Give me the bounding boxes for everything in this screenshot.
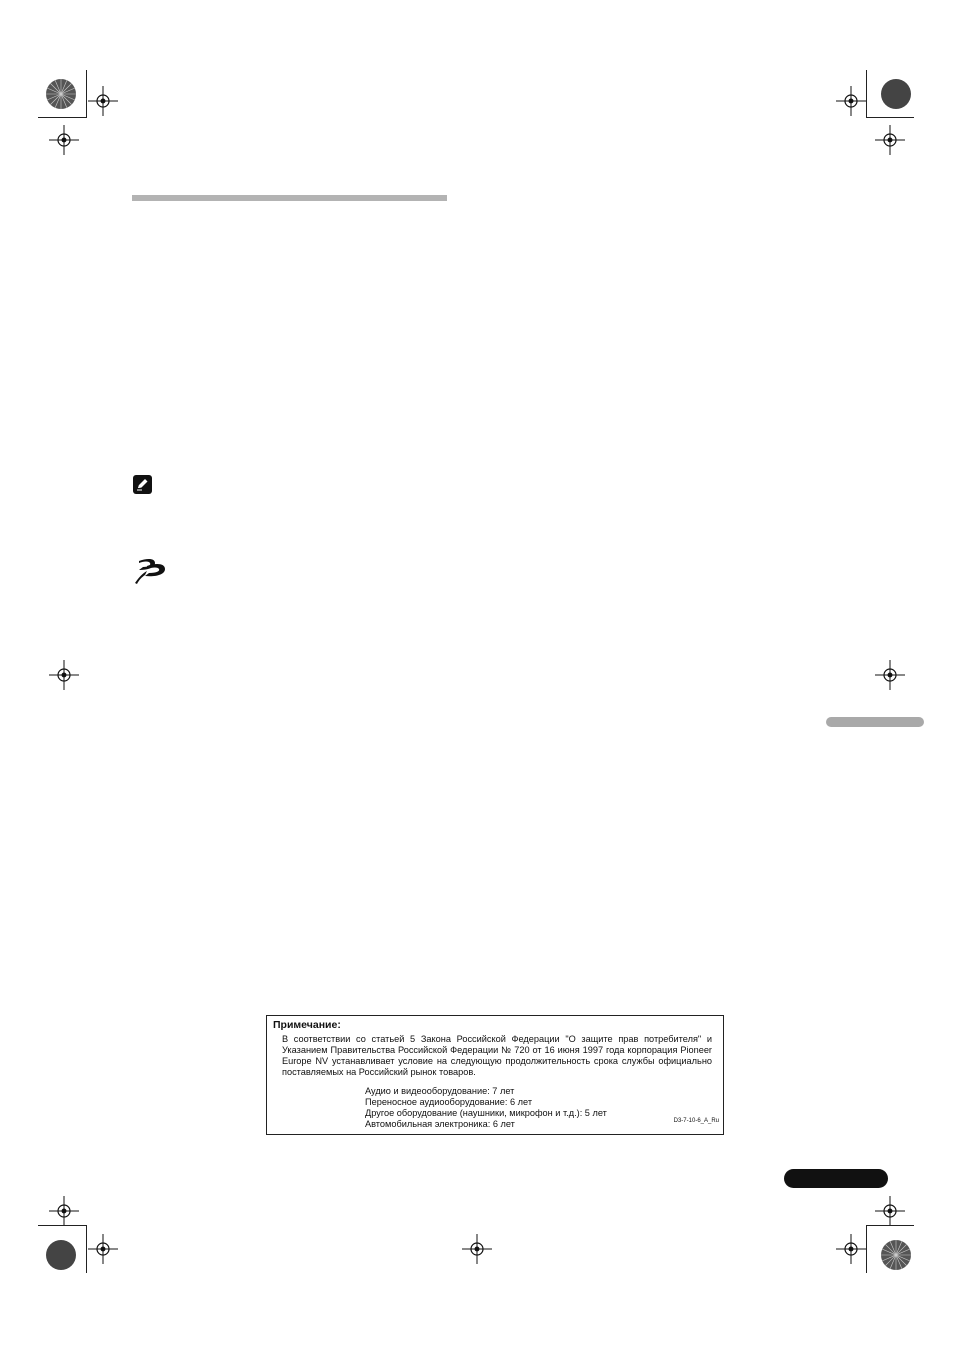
notice-code: D3-7-10-6_A_Ru — [673, 1118, 719, 1124]
crosshair-registration-icon — [88, 1234, 118, 1264]
notice-item: Аудио и видеооборудование: 7 лет — [365, 1086, 515, 1096]
crosshair-registration-icon — [875, 660, 905, 690]
crosshair-registration-icon — [49, 660, 79, 690]
notice-title: Примечание: — [273, 1019, 341, 1031]
crosshair-registration-icon — [49, 1196, 79, 1226]
crosshair-registration-icon — [836, 1234, 866, 1264]
crop-line — [866, 117, 914, 118]
crosshair-registration-icon — [462, 1234, 492, 1264]
crosshair-registration-icon — [49, 125, 79, 155]
notice-item: Автомобильная электроника: 6 лет — [365, 1119, 515, 1129]
crop-line — [38, 1225, 86, 1226]
crop-line — [86, 1225, 87, 1273]
crop-line — [38, 117, 86, 118]
crosshair-registration-icon — [875, 1196, 905, 1226]
crop-line — [86, 70, 87, 118]
notice-body: В соответствии со статьей 5 Закона Российской Федерации "О защите прав потребителя" и Указанием Правительства Российской Федерации № 720 от 16 июня 1997 года корпорация Pioneer Europe NV устанавливает условие на следующую продолжительность срока службы официально поставляемых на Российский рынок товаров. — [282, 1034, 712, 1077]
pioneer-logo-icon — [133, 557, 171, 585]
disc-registration-icon — [45, 1239, 77, 1271]
crosshair-registration-icon — [875, 125, 905, 155]
crosshair-registration-icon — [836, 86, 866, 116]
side-chapter-tab — [826, 717, 924, 727]
starburst-registration-icon — [880, 1239, 912, 1271]
page-number-tab — [784, 1169, 888, 1188]
crop-line — [866, 1225, 914, 1226]
notice-item: Другое оборудование (наушники, микрофон и т.д.): 5 лет — [365, 1108, 607, 1118]
crosshair-registration-icon — [88, 86, 118, 116]
notice-list — [365, 1086, 607, 1130]
pencil-note-icon — [133, 475, 152, 494]
crop-line — [866, 1225, 867, 1273]
notice-item: Переносное аудиооборудование: 6 лет — [365, 1097, 533, 1107]
crop-line — [866, 70, 867, 118]
starburst-registration-icon — [45, 78, 77, 110]
notice-box — [266, 1015, 724, 1135]
disc-registration-icon — [880, 78, 912, 110]
section-rule — [132, 195, 447, 201]
